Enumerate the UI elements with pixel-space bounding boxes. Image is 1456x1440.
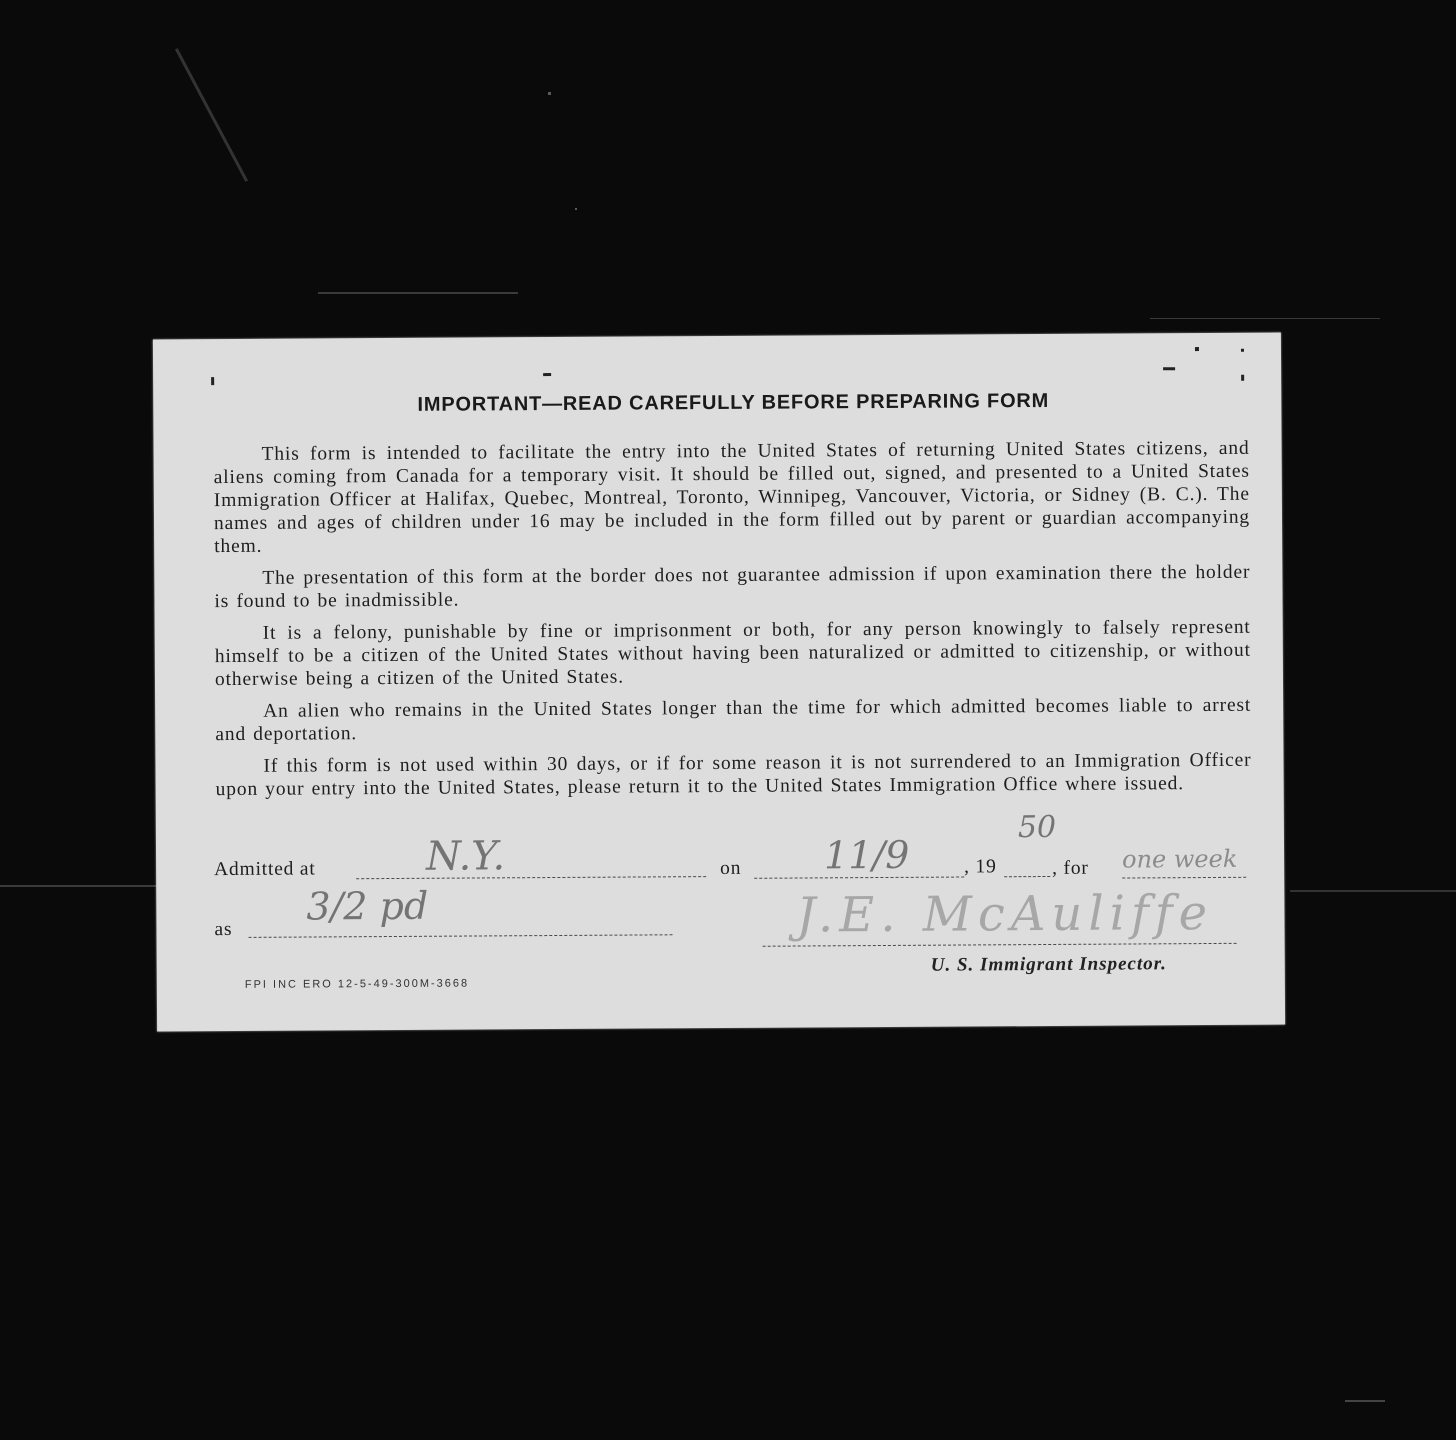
signature-line: [763, 943, 1237, 947]
print-mark: [211, 377, 214, 385]
scan-speck: [1345, 1400, 1385, 1402]
scan-speck: [575, 208, 577, 210]
scan-scratch: [1290, 890, 1456, 892]
as-line: [249, 934, 673, 938]
print-mark: [1241, 375, 1244, 381]
admitted-at-label: Admitted at: [214, 858, 316, 881]
scan-scratch: [318, 292, 518, 294]
scan-scratch: [175, 48, 248, 182]
duration-line: [1122, 877, 1246, 879]
status-value: 3/2 pd: [306, 883, 429, 929]
scan-scratch: [1150, 318, 1380, 319]
scan-speck: [548, 92, 551, 95]
year-value: 50: [1017, 809, 1057, 846]
admitted-at-line: [356, 876, 706, 879]
form-heading: IMPORTANT—READ CAREFULLY BEFORE PREPARING FORM: [417, 389, 1050, 416]
inspector-title: U. S. Immigrant Inspector.: [930, 953, 1167, 976]
year-prefix: , 19: [964, 856, 997, 878]
year-line: [1004, 876, 1050, 877]
as-label: as: [214, 918, 233, 941]
print-mark: [1241, 349, 1244, 352]
duration-value: one week: [1122, 844, 1238, 874]
instruction-paragraph: This form is intended to facilitate the entry into the United States of returning United States citizens, and aliens coming from Canada for a temporary visit. It should be filled out, signed, and presented to a United States Immigration Officer at Halifax, Quebec, Montreal, Toronto, Winnipeg, Vancouver, Victoria, or Sidney (B. C.). The names and ages of children under 16 may be included in the form filled out by parent or guardian accompanying them.: [213, 437, 1251, 558]
print-mark: [1163, 367, 1175, 370]
on-label: on: [720, 857, 742, 879]
date-value: 11/9: [823, 832, 910, 878]
admitted-at-value: N.Y.: [425, 833, 506, 880]
print-mark: [1195, 347, 1199, 351]
form-code: FPI INC ERO 12-5-49-300M-3668: [244, 977, 470, 991]
instruction-paragraph: The presentation of this form at the border does not guarantee admission if upon examination there the holder is found to be inadmissible.: [214, 561, 1251, 613]
instruction-paragraph: An alien who remains in the United States longer than the time for which admitted becomes liable to arrest and deportation.: [215, 694, 1252, 746]
form-instructions: [214, 437, 1252, 810]
inspector-signature: J.E. McAuliffe: [796, 884, 1214, 944]
instruction-paragraph: If this form is not used within 30 days, or if for some reason it is not surrendered to an Immigration Officer upon your entry into the United States, please return it to the United States Immigration Office where issued.: [215, 749, 1252, 801]
print-mark: [543, 373, 551, 376]
for-label: , for: [1052, 857, 1089, 879]
immigration-form-card: [153, 333, 1285, 1032]
instruction-paragraph: It is a felony, punishable by fine or imprisonment or both, for any person knowingly to falsely represent himself to be a citizen of the United States without having been naturalized or admitted to citizenship, or without otherwise being a citizen of the United States.: [214, 616, 1251, 691]
scan-scratch: [0, 885, 160, 887]
